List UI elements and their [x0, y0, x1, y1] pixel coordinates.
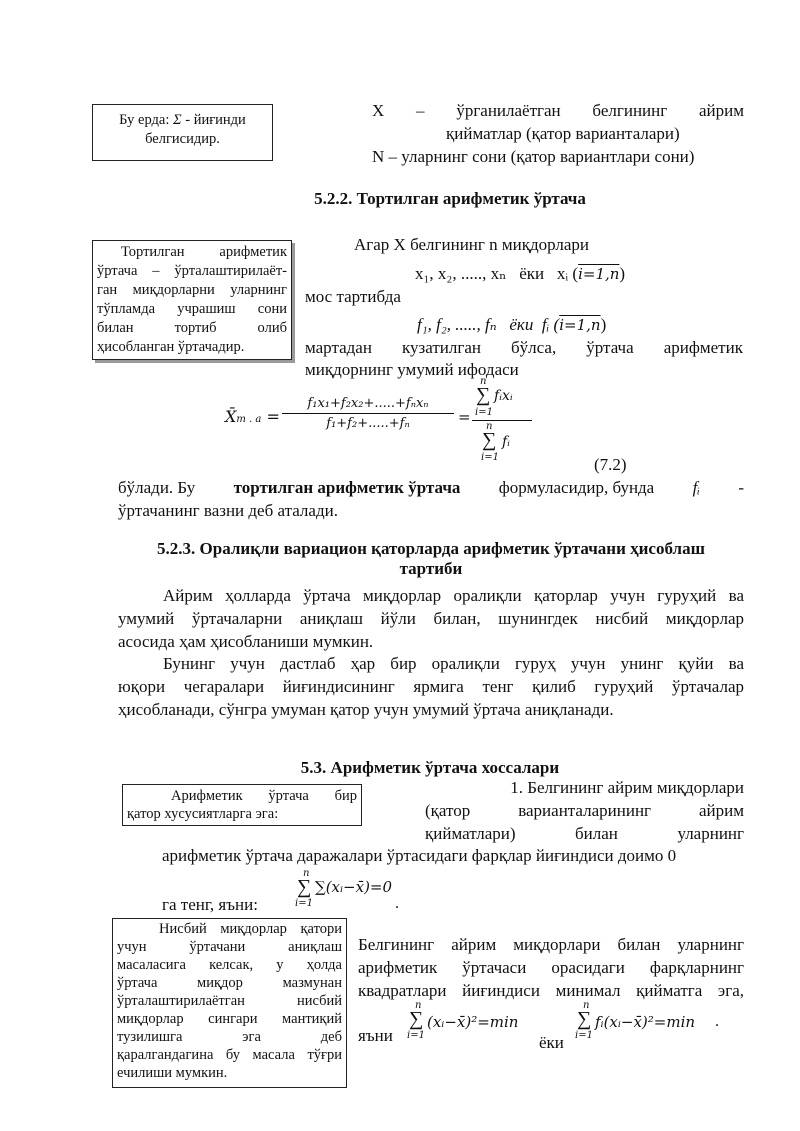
note-weighted-box: Тортилган арифметик ўртача – ўрталаштирилаёт- ган миқдорларни уларнинг тўпламда учрашиш сони билан тортиб олиб ҳисобланган ўртачадир. — [92, 240, 292, 360]
note-sum-line1: Бу ерда: Σ - йиғинди — [119, 112, 246, 128]
paragraph-1: Айрим ҳолларда ўртача миқдорлар оралиқли қаторлар учун гуруҳий ва умумий ўртачаларни аниқлаш йўли билан, шунингдек нисбий миқдорлар асосида ҳам ҳисобланиши мумкин. — [118, 586, 744, 651]
prop1-line4: арифметик ўртача даражалари ўртасидаги фарқлар йиғиндиси доимо 0 — [162, 846, 677, 865]
formula-7-2-sum-fraction: n ∑ i=1 fᵢxᵢ n ∑ i=1 fᵢ — [472, 376, 532, 465]
formula-7-2-eq2: = — [458, 408, 471, 426]
def-x-line2: қийматлар (қатор варианталари) — [446, 124, 680, 143]
after-formula-line2: ўртачанинг вазни деб аталади. — [118, 501, 338, 520]
prop2-formula-2: n ∑ i=1 fᵢ(xᵢ−x̄)²=min . — [575, 1000, 719, 1041]
prop2-eki: ёки — [539, 1033, 564, 1052]
section-53-title: 5.3. Арифметик ўртача хоссалари — [300, 758, 560, 777]
prop1-formula: n ∑ i=1 ∑(xᵢ−x̄)=0 . — [295, 868, 399, 912]
weighted-line6: миқдорнинг умумий ифодаси — [305, 360, 519, 379]
weighted-line3: мос тартибда — [305, 287, 401, 306]
formula-7-2-number: (7.2) — [594, 455, 627, 474]
note-sum-box — [92, 104, 273, 161]
note-props-box: Арифметик ўртача бир қатор хусусиятларга эга: — [122, 784, 362, 826]
note-relative-box: Нисбий миқдорлар қатори учун ўртачани аниқлаш масаласига келсак, у ҳолда ўртача миқдор мазмунан ўрталаштирилаётган нисбий миқдорлар сингари мантиқий тузилишга эга деб қаралгандагина бу масала тўғри ечилиши мумкин. — [112, 918, 347, 1088]
formula-7-2-fraction: f₁x₁+f₂x₂+.....+fₙxₙ f₁+f₂+.....+fₙ — [282, 396, 454, 431]
weighted-line5: мартадан кузатилган бўлса, ўртача арифметик — [305, 338, 743, 357]
section-522-title: 5.2.2. Тортилган арифметик ўртача — [314, 189, 586, 208]
weighted-fseq: f₁, f₂, ....., fₙ ёки fᵢ (i=1,n) — [417, 315, 607, 334]
after-formula-line1: бўлади. Бу тортилган арифметик ўртача формуласидир, бунда fᵢ - — [118, 478, 744, 497]
note-sum-line2: белгисидир. — [145, 131, 220, 147]
def-x-line1: X – ўрганилаётган белгининг айрим — [372, 101, 744, 120]
def-n-line: N – уларнинг сони (қатор вариантлари сони) — [372, 147, 695, 166]
prop1-line5: га тенг, яъни: — [162, 895, 258, 914]
paragraph-2: Бунинг учун дастлаб ҳар бир оралиқли гуруҳ учун унинг қуйи ва юқори чегаралари йиғиндисининг ярмига тенг қилиб гуруҳий ўртачалар ҳисобланади, сўнгра умуман қатор учун умумий ўртача аниқланади. — [118, 654, 744, 719]
prop2-formula-1: n ∑ i=1 (xᵢ−x̄)²=min — [407, 1000, 519, 1041]
weighted-xseq: x₁, x₂, ....., xₙ ёки xᵢ (i=1,n) — [415, 264, 626, 283]
formula-7-2-lhs: X̄т . а = — [225, 407, 280, 426]
prop1-line2: (қатор варианталарининг айрим — [425, 801, 744, 820]
prop2-text: Белгининг айрим миқдорлари билан уларнинг арифметик ўртачаси орасидаги фарқларнинг квадратлари йиғиндиси минимал қийматга эга, — [358, 935, 744, 1000]
prop1-line3: қийматлари) билан уларнинг — [425, 824, 744, 843]
weighted-line1: Агар X белгининг n миқдорлари — [354, 235, 590, 254]
prop1-line1: 1. Белгининг айрим миқдорлари — [510, 778, 744, 797]
section-523-title: 5.2.3. Оралиқли вариацион қаторларда арифметик ўртачани ҳисоблаш тартиби — [157, 539, 705, 578]
prop2-yani: яъни — [358, 1026, 393, 1045]
